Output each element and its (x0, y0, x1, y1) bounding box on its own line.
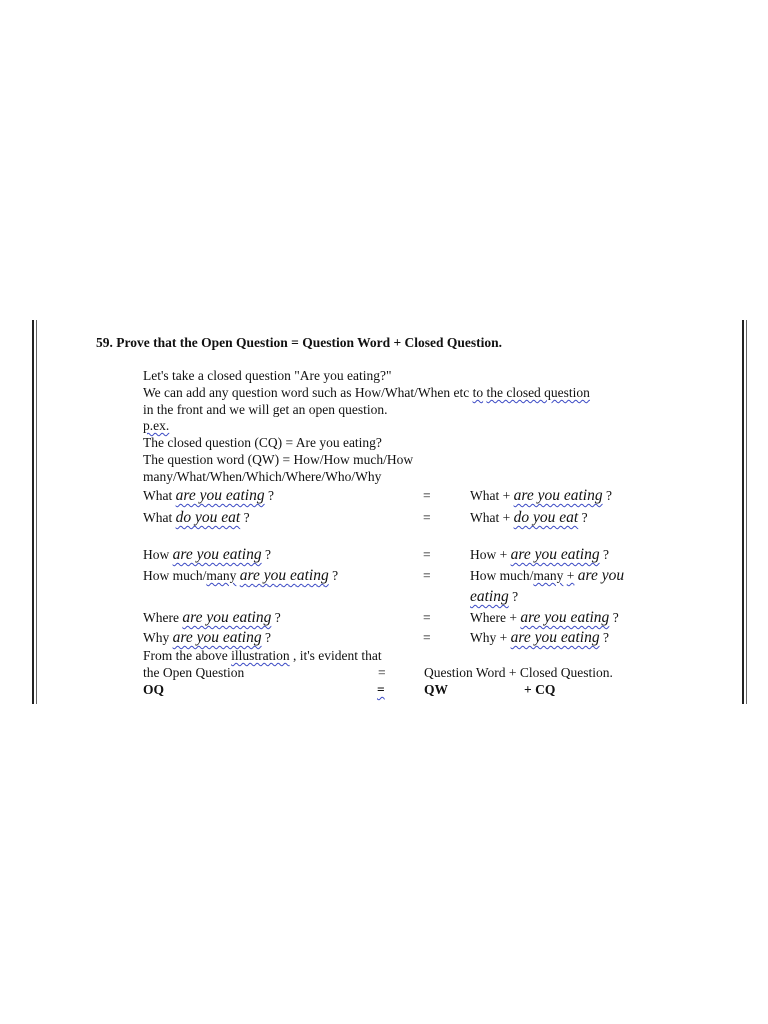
intro-line-2: We can add any question word such as How/What/When etc to the closed question (143, 385, 590, 400)
conclusion-line-3-right: + CQ (524, 682, 556, 697)
document-heading: 59. Prove that the Open Question = Question Word + Closed Question. (96, 335, 503, 350)
intro-line-7: many/What/When/Which/Where/Who/Why (143, 469, 382, 484)
row-why-right: Why + are you eating ? (470, 629, 609, 646)
intro-line-5: The closed question (CQ) = Are you eating? (143, 435, 382, 450)
right-border-inner (746, 320, 747, 704)
conclusion-line-3-mid: QW (424, 682, 449, 697)
intro-line-1: Let's take a closed question "Are you eating?" (143, 368, 392, 383)
conclusion-line-2-right: Question Word + Closed Question. (424, 665, 613, 680)
row-where-left: Where are you eating ? (143, 609, 281, 626)
row-what-left: What are you eating ? (143, 487, 274, 504)
row-where-right: Where + are you eating ? (470, 609, 619, 626)
conclusion-line-2-left: the Open Question (143, 665, 245, 680)
row-what-eat-left: What do you eat ? (143, 509, 250, 526)
conclusion-line-3-equals: = (377, 682, 385, 697)
right-border (742, 320, 744, 704)
conclusion-line-1: From the above illustration , it's evident that (143, 648, 382, 663)
row-how-equals: = (423, 547, 431, 562)
row-how-many-right-cont: eating ? (470, 588, 519, 605)
intro-line-3: in the front and we will get an open question. (143, 402, 388, 417)
row-how-left: How are you eating ? (143, 546, 271, 563)
left-border (32, 320, 34, 704)
conclusion-line-3-left: OQ (143, 682, 165, 697)
row-how-many-left: How much/many are you eating ? (143, 567, 339, 584)
conclusion-line-2-equals: = (378, 665, 386, 680)
left-border-inner (36, 320, 37, 704)
row-where-equals: = (423, 610, 431, 625)
row-what-eat-right: What + do you eat ? (470, 509, 588, 526)
row-why-left: Why are you eating ? (143, 629, 271, 646)
row-what-right: What + are you eating ? (470, 487, 612, 504)
row-how-many-equals: = (423, 568, 431, 583)
row-what-eat-equals: = (423, 510, 431, 525)
row-why-equals: = (423, 630, 431, 645)
row-how-many-right: How much/many + are you (470, 567, 625, 584)
row-how-right: How + are you eating ? (470, 546, 609, 563)
row-what-equals: = (423, 488, 431, 503)
intro-line-6: The question word (QW) = How/How much/How (143, 452, 414, 467)
intro-line-4: p.ex. (143, 418, 170, 433)
